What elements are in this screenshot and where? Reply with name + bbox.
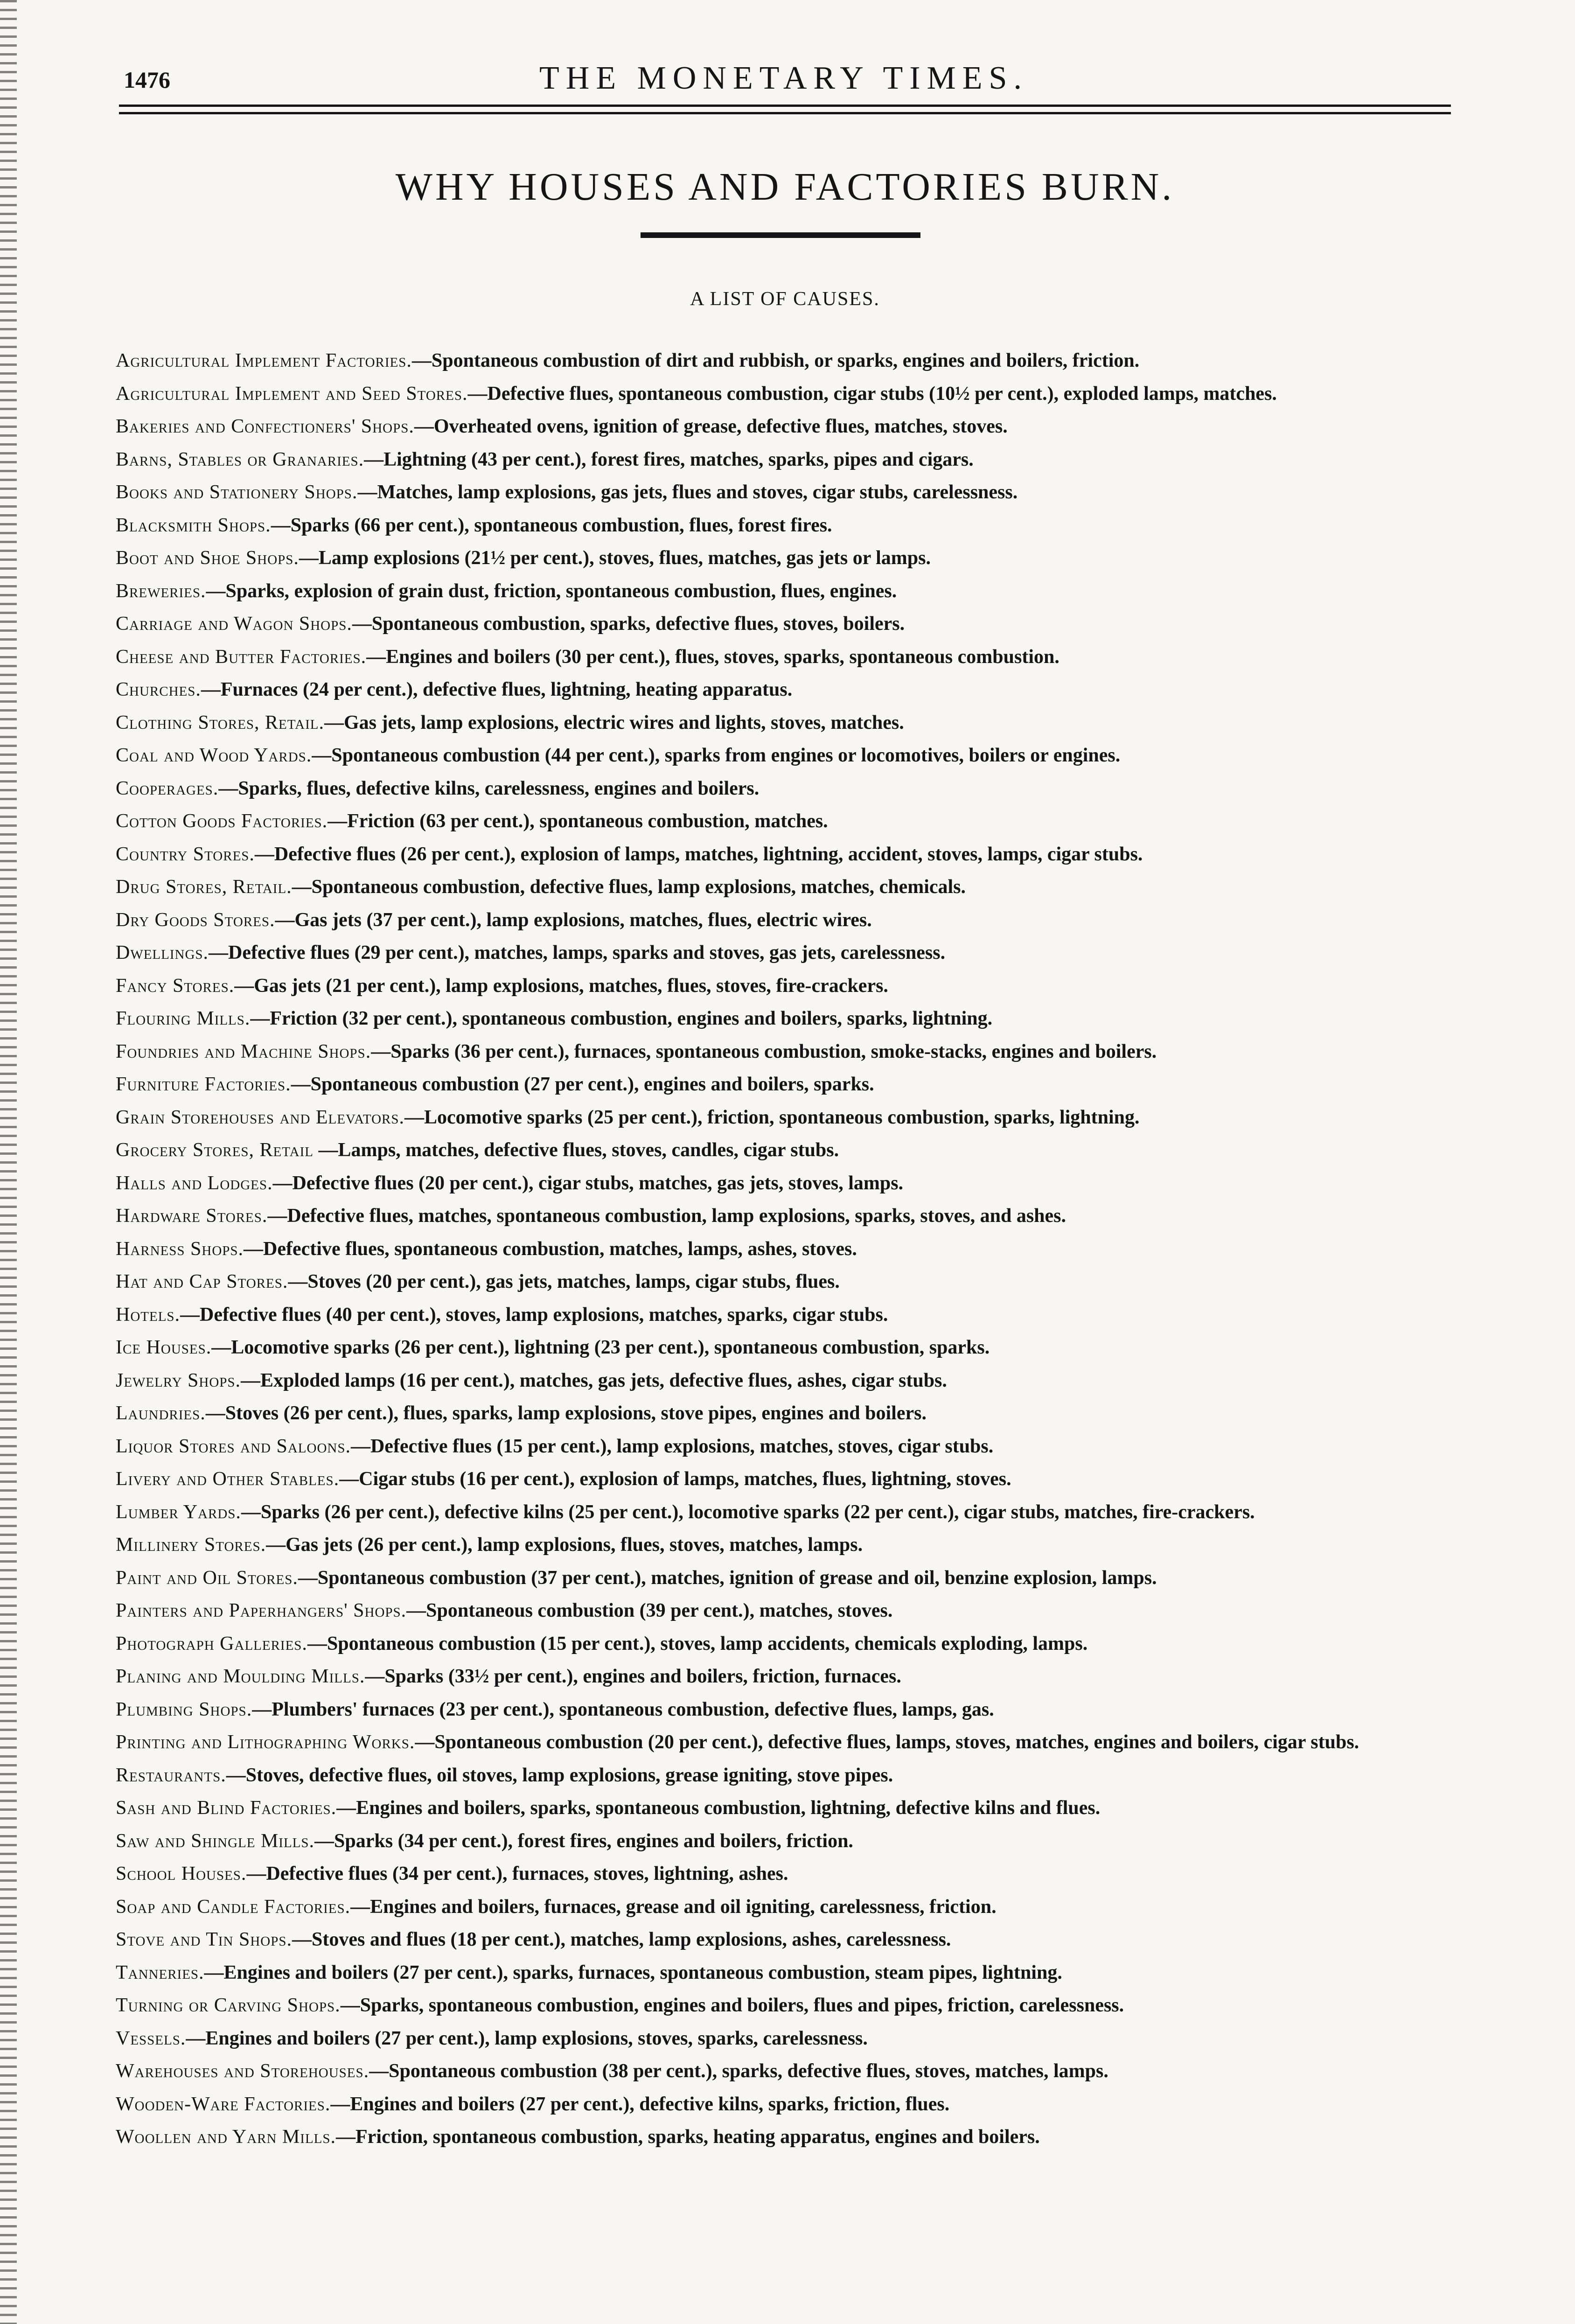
entry-label: Jewelry Shops. [116, 1369, 241, 1391]
entry-text: —Spontaneous combustion (27 per cent.), engines and boilers, sparks. [291, 1074, 874, 1095]
article-subtitle: A LIST OF CAUSES. [690, 288, 880, 310]
entry-text: —Defective flues (34 per cent.), furnaces, stoves, lightning, ashes. [246, 1863, 788, 1884]
entry-text: —Spontaneous combustion, defective flues, lamp explosions, matches, chemicals. [292, 876, 966, 898]
entry-text: —Sparks (26 per cent.), defective kilns (25 per cent.), locomotive sparks (22 per cent.), cigar stubs, matches, fire-crackers. [241, 1501, 1255, 1523]
entry-label: Harness Shops. [116, 1238, 244, 1260]
entry-text: —Plumbers' furnaces (23 per cent.), spontaneous combustion, defective flues, lamps, gas. [252, 1698, 994, 1720]
list-item [116, 1792, 1471, 1825]
list-item [116, 1233, 1471, 1266]
entry-text: —Engines and boilers (27 per cent.), sparks, furnaces, spontaneous combustion, steam pipes, lightning. [204, 1961, 1062, 1983]
entry-label: Boot and Shoe Shops. [116, 547, 299, 569]
list-item [116, 1068, 1471, 1101]
entry-text: —Gas jets (37 per cent.), lamp explosions, matches, flues, electric wires. [275, 909, 872, 931]
entry-label: Plumbing Shops. [116, 1698, 252, 1720]
list-item [116, 1265, 1471, 1298]
page-number: 1476 [124, 67, 170, 93]
entry-label: Cotton Goods Factories. [116, 810, 328, 832]
entry-label: Barns, Stables or Granaries. [116, 448, 364, 470]
entry-text: —Locomotive sparks (25 per cent.), friction, spontaneous combustion, sparks, lightning. [404, 1106, 1140, 1128]
list-item [116, 1857, 1471, 1891]
list-item [116, 2055, 1471, 2088]
list-item [116, 607, 1471, 641]
page-edge-margin [0, 0, 17, 2324]
list-item [116, 2121, 1471, 2154]
list-item [116, 1298, 1471, 1332]
list-item [116, 1134, 1471, 1167]
entry-text: —Spontaneous combustion (37 per cent.), matches, ignition of grease and oil, benzine explosion, lamps. [298, 1567, 1157, 1589]
title-divider [641, 232, 920, 238]
entry-text: —Gas jets (21 per cent.), lamp explosions, matches, flues, stoves, fire-crackers. [234, 975, 888, 997]
entry-label: Stove and Tin Shops. [116, 1929, 292, 1950]
entry-label: Furniture Factories. [116, 1074, 291, 1095]
entry-text: —Defective flues, matches, spontaneous combustion, lamp explosions, sparks, stoves, and ashes. [267, 1205, 1066, 1227]
entry-text: —Stoves and flues (18 per cent.), matches, lamp explosions, ashes, carelessness. [292, 1929, 951, 1950]
entry-label: Dry Goods Stores. [116, 909, 275, 931]
list-item [116, 1528, 1471, 1562]
article-title: WHY HOUSES AND FACTORIES BURN. [395, 165, 1175, 209]
list-item [116, 1956, 1471, 1989]
entry-text: —Spontaneous combustion (38 per cent.), sparks, defective flues, stoves, matches, lamps. [369, 2060, 1108, 2082]
entry-label: Flouring Mills. [116, 1008, 251, 1029]
list-item [116, 1660, 1471, 1693]
entry-label: Coal and Wood Yards. [116, 745, 312, 766]
list-item [116, 1101, 1471, 1134]
list-item [116, 443, 1471, 476]
entry-label: Cheese and Butter Factories. [116, 646, 367, 668]
entry-label: Clothing Stores, Retail. [116, 712, 324, 733]
entry-label: Liquor Stores and Saloons. [116, 1435, 351, 1457]
list-item [116, 838, 1471, 871]
entry-label: Drug Stores, Retail. [116, 876, 292, 898]
entry-label: Restaurants. [116, 1764, 226, 1786]
entry-label: Planing and Moulding Mills. [116, 1666, 365, 1687]
entry-text: —Furnaces (24 per cent.), defective flues, lightning, heating apparatus. [201, 679, 793, 700]
entry-text: —Stoves (26 per cent.), flues, sparks, lamp explosions, stove pipes, engines and boilers. [205, 1403, 927, 1424]
entry-label: Saw and Shingle Mills. [116, 1830, 315, 1852]
header-rule-thick [119, 112, 1451, 114]
entry-label: Halls and Lodges. [116, 1172, 273, 1194]
entry-text: —Engines and boilers (27 per cent.), defective kilns, sparks, friction, flues. [330, 2093, 950, 2115]
entry-label: Soap and Candle Factories. [116, 1896, 351, 1918]
entry-label: Sash and Blind Factories. [116, 1797, 337, 1819]
entry-text: —Friction (32 per cent.), spontaneous combustion, engines and boilers, sparks, lightning. [250, 1008, 993, 1029]
entry-text: —Gas jets (26 per cent.), lamp explosions, flues, stoves, matches, lamps. [266, 1534, 863, 1556]
list-item [116, 1364, 1471, 1397]
entry-label: Carriage and Wagon Shops. [116, 613, 352, 635]
list-item [116, 1923, 1471, 1956]
entry-label: Millinery Stores. [116, 1534, 266, 1556]
entry-text: —Spontaneous combustion (44 per cent.), sparks from engines or locomotives, boilers or engines. [312, 745, 1121, 766]
list-item [116, 575, 1471, 608]
entry-label: Breweries. [116, 580, 206, 602]
entry-label: Painters and Paperhangers' Shops. [116, 1600, 407, 1621]
list-item [116, 1825, 1471, 1858]
list-item [116, 1397, 1471, 1430]
entry-text: —Defective flues (20 per cent.), cigar stubs, matches, gas jets, stoves, lamps. [272, 1172, 904, 1194]
entry-text: —Engines and boilers (27 per cent.), lamp explosions, stoves, sparks, carelessness. [186, 2027, 868, 2049]
entry-text: —Gas jets, lamp explosions, electric wires and lights, stoves, matches. [324, 712, 904, 733]
header-rule-thin [119, 105, 1451, 107]
list-item [116, 1627, 1471, 1661]
list-item [116, 706, 1471, 740]
entry-text: —Defective flues, spontaneous combustion, cigar stubs (10½ per cent.), exploded lamps, matches. [467, 383, 1277, 405]
entry-text: —Matches, lamp explosions, gas jets, flues and stoves, cigar stubs, carelessness. [357, 482, 1018, 503]
entry-text: —Defective flues (26 per cent.), explosion of lamps, matches, lightning, accident, stoves, lamps, cigar stubs. [254, 843, 1143, 865]
list-item [116, 344, 1471, 377]
entry-text: —Overheated ovens, ignition of grease, defective flues, matches, stoves. [414, 416, 1008, 437]
entry-text: —Lamp explosions (21½ per cent.), stoves, flues, matches, gas jets or lamps. [299, 547, 931, 569]
entry-label: Hardware Stores. [116, 1205, 268, 1227]
journal-title: THE MONETARY TIMES. [539, 60, 1028, 96]
entry-text: —Sparks (33½ per cent.), engines and boilers, friction, furnaces. [365, 1666, 901, 1687]
entry-label: Printing and Lithographing Works. [116, 1731, 415, 1753]
list-item [116, 1496, 1471, 1529]
list-item [116, 377, 1471, 411]
entry-text: —Engines and boilers (30 per cent.), flues, stoves, sparks, spontaneous combustion. [366, 646, 1059, 668]
entry-text: —Sparks, spontaneous combustion, engines and boilers, flues and pipes, friction, carelessness. [340, 1995, 1124, 2016]
entry-label: Cooperages. [116, 777, 219, 799]
causes-list [116, 344, 1471, 2154]
list-item [116, 1200, 1471, 1233]
list-item [116, 1035, 1471, 1068]
entry-text: —Defective flues, spontaneous combustion, matches, lamps, ashes, stoves. [244, 1238, 857, 1260]
entry-text: —Friction (63 per cent.), spontaneous combustion, matches. [328, 810, 828, 832]
entry-label: Grain Storehouses and Elevators. [116, 1106, 405, 1128]
list-item [116, 2022, 1471, 2055]
entry-text: —Spontaneous combustion of dirt and rubbish, or sparks, engines and boilers, friction. [411, 350, 1140, 371]
list-item [116, 1167, 1471, 1200]
entry-text: —Friction, spontaneous combustion, sparks, heating apparatus, engines and boilers. [336, 2126, 1040, 2148]
list-item [116, 542, 1471, 575]
entry-text: —Stoves (20 per cent.), gas jets, matches, lamps, cigar stubs, flues. [288, 1271, 840, 1292]
list-item [116, 805, 1471, 838]
list-item [116, 2088, 1471, 2121]
running-header [124, 60, 1444, 102]
entry-label: Foundries and Machine Shops. [116, 1040, 371, 1062]
list-item [116, 1002, 1471, 1035]
entry-text: —Sparks (36 per cent.), furnaces, spontaneous combustion, smoke-stacks, engines and boilers. [371, 1040, 1157, 1062]
entry-label: Agricultural Implement and Seed Stores. [116, 383, 468, 405]
entry-label: Books and Stationery Shops. [116, 482, 358, 503]
list-item [116, 1463, 1471, 1496]
entry-label: School Houses. [116, 1863, 247, 1884]
list-item [116, 509, 1471, 542]
entry-label: Paint and Oil Stores. [116, 1567, 298, 1589]
entry-label: Bakeries and Confectioners' Shops. [116, 416, 414, 437]
entry-text: —Defective flues (15 per cent.), lamp explosions, matches, stoves, cigar stubs. [350, 1435, 994, 1457]
entry-text: —Lightning (43 per cent.), forest fires, matches, sparks, pipes and cigars. [364, 448, 974, 470]
list-item [116, 739, 1471, 772]
entry-text: —Locomotive sparks (26 per cent.), lightning (23 per cent.), spontaneous combustion, sparks. [211, 1337, 990, 1358]
entry-text: —Sparks (34 per cent.), forest fires, engines and boilers, friction. [314, 1830, 853, 1852]
entry-label: Churches. [116, 679, 201, 700]
entry-text: —Defective flues (29 per cent.), matches, lamps, sparks and stoves, gas jets, carelessness. [209, 942, 946, 963]
entry-label: Agricultural Implement Factories. [116, 350, 412, 371]
entry-label: Vessels. [116, 2027, 186, 2049]
list-item [116, 936, 1471, 970]
list-item [116, 871, 1471, 904]
list-item [116, 1562, 1471, 1595]
list-item [116, 1331, 1471, 1364]
entry-text: —Lamps, matches, defective flues, stoves, candles, cigar stubs. [313, 1139, 839, 1161]
list-item [116, 476, 1471, 509]
entry-label: Hat and Cap Stores. [116, 1271, 288, 1292]
list-item [116, 1891, 1471, 1924]
entry-text: —Spontaneous combustion (15 per cent.), stoves, lamp accidents, chemicals exploding, lamps. [307, 1633, 1088, 1654]
entry-label: Blacksmith Shops. [116, 514, 271, 536]
list-item [116, 1693, 1471, 1726]
list-item [116, 641, 1471, 674]
entry-text: —Spontaneous combustion (20 per cent.), defective flues, lamps, stoves, matches, engines and boilers, cigar stubs. [415, 1731, 1359, 1753]
list-item [116, 1726, 1471, 1759]
list-item [116, 772, 1471, 805]
entry-label: Turning or Carving Shops. [116, 1995, 341, 2016]
entry-label: Warehouses and Storehouses. [116, 2060, 369, 2082]
entry-text: —Engines and boilers, furnaces, grease and oil igniting, carelessness, friction. [350, 1896, 997, 1918]
entry-text: —Sparks, flues, defective kilns, carelessness, engines and boilers. [218, 777, 760, 799]
entry-label: Fancy Stores. [116, 975, 235, 997]
entry-text: —Spontaneous combustion (39 per cent.), matches, stoves. [406, 1600, 893, 1621]
list-item [116, 1989, 1471, 2022]
entry-label: Woollen and Yarn Mills. [116, 2126, 336, 2148]
entry-label: Photograph Galleries. [116, 1633, 307, 1654]
entry-label: Lumber Yards. [116, 1501, 241, 1523]
list-item [116, 1594, 1471, 1627]
entry-text: —Exploded lamps (16 per cent.), matches, gas jets, defective flues, ashes, cigar stubs. [241, 1369, 947, 1391]
entry-text: —Stoves, defective flues, oil stoves, lamp explosions, grease igniting, stove pipes. [226, 1764, 893, 1786]
entry-text: —Defective flues (40 per cent.), stoves, lamp explosions, matches, sparks, cigar stubs. [180, 1304, 888, 1326]
list-item [116, 1759, 1471, 1792]
entry-label: Livery and Other Stables. [116, 1468, 340, 1490]
list-item [116, 904, 1471, 937]
entry-label: Grocery Stores, Retail [116, 1139, 314, 1161]
entry-label: Dwellings. [116, 942, 209, 963]
list-item [116, 970, 1471, 1003]
entry-text: —Cigar stubs (16 per cent.), explosion of lamps, matches, flues, lightning, stoves. [339, 1468, 1011, 1490]
entry-label: Ice Houses. [116, 1337, 212, 1358]
entry-text: —Spontaneous combustion, sparks, defective flues, stoves, boilers. [352, 613, 905, 635]
entry-label: Tanneries. [116, 1961, 204, 1983]
entry-text: —Sparks (66 per cent.), spontaneous combustion, flues, forest fires. [271, 514, 832, 536]
list-item [116, 1430, 1471, 1463]
entry-label: Wooden-Ware Factories. [116, 2093, 331, 2115]
list-item [116, 410, 1471, 443]
list-item [116, 673, 1471, 706]
entry-label: Laundries. [116, 1403, 206, 1424]
entry-label: Country Stores. [116, 843, 255, 865]
entry-text: —Engines and boilers, sparks, spontaneous combustion, lightning, defective kilns and flues. [336, 1797, 1101, 1819]
entry-text: —Sparks, explosion of grain dust, friction, spontaneous combustion, flues, engines. [206, 580, 897, 602]
entry-label: Hotels. [116, 1304, 181, 1326]
